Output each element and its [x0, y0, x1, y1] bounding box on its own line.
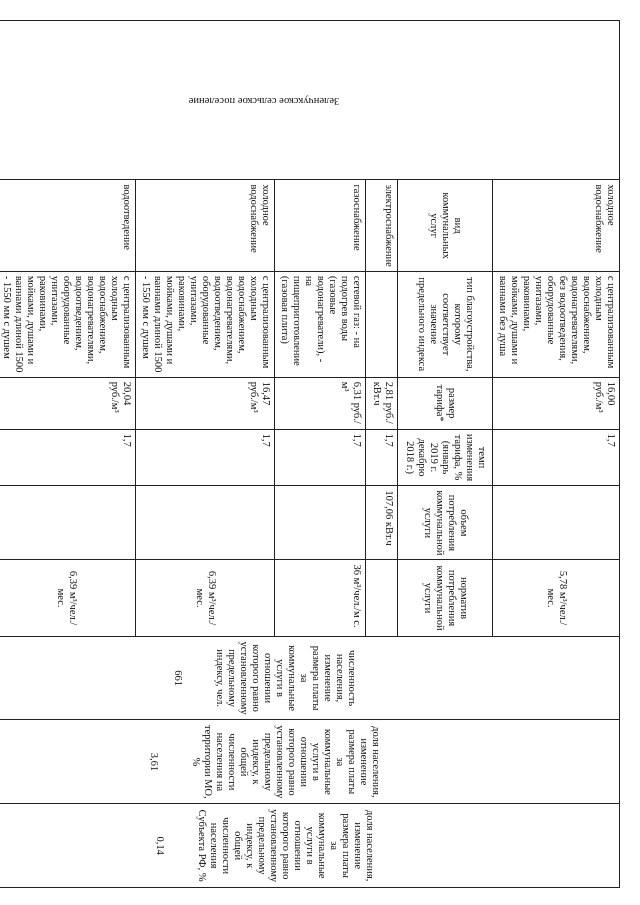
row2-consumption-norm: 36 м³/чел./м с. — [275, 560, 366, 636]
row4-tariff-change: 1,7 — [0, 429, 136, 486]
row4-tariff-size: 20,04 руб./м³ — [0, 377, 136, 429]
header-consumption-norm: норматив потребления коммунальной услуги — [398, 560, 493, 636]
header-share-subject: доля населения, изменение размера платы за коммунальные услуги в отношении которого равно установленному предельному индексу, к общей численности населения Субъекта РФ, % — [196, 809, 376, 883]
header-tariff-size: размер тарифа* — [398, 377, 493, 429]
row3-tariff-change: 1,7 — [136, 429, 275, 486]
row4-consumption-norm: 6,39 м³/чел./мес. — [0, 560, 136, 636]
summary-share-mo-cell — [0, 720, 620, 804]
row2-tariff-change: 1,7 — [275, 429, 366, 486]
row0-consumption-volume — [493, 486, 620, 560]
header-service: вид коммунальных услуг — [398, 180, 493, 271]
row0-improvement: с централизованным холодным водоснабжением, водонагревателями, без водоотведения, оборудованные унитазами, раковинами, мойками, душами и ваннами без душа — [493, 271, 620, 377]
header-improvement: тип благоустройства, которому соответствует значение предельного индекса — [398, 271, 493, 377]
municipality-cell: Зеленчукское сельское поселение — [0, 21, 620, 180]
row1-consumption-norm — [366, 560, 398, 636]
header-population-count: численность населения, изменение размера платы за коммунальные услуги в отношении которого равно установленному предельному индексу, чел. — [214, 641, 358, 715]
row4-service: водоотведение — [0, 180, 136, 271]
row0-tariff-size: 16,00 руб./м³ — [493, 377, 620, 429]
row3-service: холодное водоснабжение — [136, 180, 275, 271]
table-row — [493, 21, 620, 888]
row3-consumption-volume — [136, 486, 275, 560]
row1-tariff-change: 1,7 — [366, 429, 398, 486]
header-tariff-change: темп изменения тарифа, % (январь 2019 г. декабрю 2018 г.) — [398, 429, 493, 486]
row3-improvement: с централизованным холодным водоснабжением, водонагревателями, водоотведением, оборудованные унитазами, раковинами, мойками, душами и ваннами длиной 1500 - 1550 мм с душем — [136, 271, 275, 377]
row3-tariff-size: 16,47 руб./м³ — [136, 377, 275, 429]
summary-share-mo: 3,61 — [148, 752, 160, 772]
summary-share-subject: 0,14 — [154, 836, 166, 855]
row1-tariff-size: 2,81 руб./кВт.ч — [366, 377, 398, 429]
row2-tariff-size: 6,31 руб./м³ — [275, 377, 366, 429]
row0-service: холодное водоснабжение — [493, 180, 620, 271]
summary-population-cell — [0, 636, 620, 720]
row2-service: газоснабжение — [275, 180, 366, 271]
row4-improvement: с централизованным холодным водоснабжением, водонагревателями, водоотведением, оборудованные унитазами, раковинами, мойками, душами и ваннами длиной 1500 - 1550 мм с душем — [0, 271, 136, 377]
header-share-mo: доля населения, изменение размера платы за коммунальные услуги в отношении которого равно установленному предельному индексу, к общей численности населения на территории МО, % — [190, 725, 382, 799]
summary-share-subject-cell — [0, 804, 620, 888]
summary-population-count: 661 — [172, 670, 184, 686]
row4-consumption-volume — [0, 486, 136, 560]
row1-improvement — [366, 271, 398, 377]
tariff-table — [0, 20, 620, 888]
row0-tariff-change: 1,7 — [493, 429, 620, 486]
row1-service: электроснабжение — [366, 180, 398, 271]
header-consumption-volume: объем потребления коммунальной услуги — [398, 486, 493, 560]
row3-consumption-norm: 6,39 м³/чел./мес. — [136, 560, 275, 636]
row0-consumption-norm: 5,78 м³/чел./мес. — [493, 560, 620, 636]
row1-consumption-volume: 107,06 кВт.ч — [366, 486, 398, 560]
row2-improvement: сетевой газ: - на подогрев воды (газовые водонагреватели), - на пищеприготовление (газовая плита) — [275, 271, 366, 377]
row2-consumption-volume — [275, 486, 366, 560]
